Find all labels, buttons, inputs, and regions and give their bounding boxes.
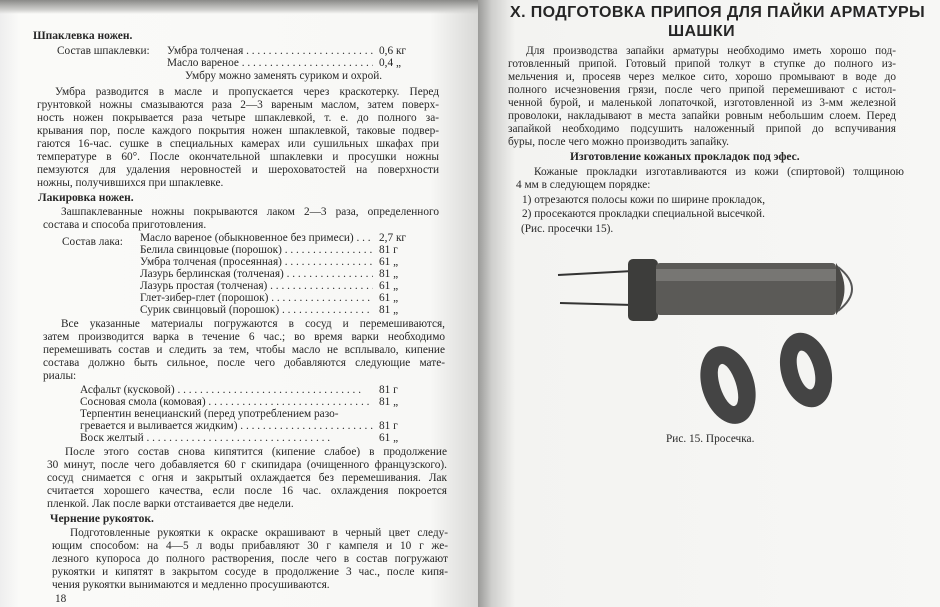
paragraph-line: состава должно быть сильное, после чего добавляются следующие мате- [43,357,445,369]
leather-washer-1 [691,339,765,430]
paragraph-line: запайкой необходимо подсушить наложенный припой до вспучивания [508,123,896,135]
paragraph-line: ность ножен покрывается раза четыре шпаклевкой, т. е. до полного за- [37,112,439,124]
ingredient-row [80,432,415,444]
ingredient-amount: 61 „ [379,280,399,292]
ingredient-row [167,57,415,69]
step-2: 2) просекаются прокладки специальной высечкой. [522,208,765,220]
paragraph-line: Все указанные материалы погружаются в сосуд и перемешиваются, [61,318,445,330]
ingredient-name: Масло вареное . . . [167,57,373,69]
ingredient-amount: 81 г [379,384,398,396]
paragraph-line: буры, после чего можно производить запайку. [508,136,729,148]
paragraph-line: ченной бурой, и маленькой лопаточкой, изготовленной из 3-мм железной [508,97,896,109]
ingredient-row [167,45,415,57]
ingredient-row [80,384,415,396]
paragraph-line: мельчения и, просеяв через мелкое сито, хорошо промывают в воде до [508,71,896,83]
paragraph-line: Зашпаклеванные ножны покрываются лаком 2—3 раза, определенного [61,206,439,218]
ingredient-row [140,268,415,280]
ingredient-name: Сосновая смола (комовая) . . . [80,396,373,408]
paragraph-line: 4 мм в следующем порядке: [516,179,651,191]
ingredient-amount: 0,6 кг [379,45,407,57]
ingredient-name: Воск желтый . . . [80,432,373,444]
paragraph-line: перемешивать состав и следить за тем, чтобы масло не всплывало, кипение [43,344,445,356]
ingredient-row [140,292,415,304]
right-page [478,0,940,607]
paragraph-line: Подготовленные рукоятки к окраске окрашивают в черный цвет следу- [70,527,448,539]
ingredient-amount: 81 „ [379,268,399,280]
paragraph-line: рукоятки и кипятят в закрытом сосуде в продолжение 3 час., после кипя- [52,566,448,578]
ingredient-amount: 81 „ [379,396,399,408]
ingredient-name: Умбра толченая (просеянная) . . . [140,256,373,268]
ingredient-name: Сурик свинцовый (порошок) . . . [140,304,373,316]
ingredient-name: Масло вареное (обыкновенное без примеси) . . . [140,232,373,244]
section-heading-putty: Шпаклевка ножен. [33,30,133,42]
punch-tool-figure [548,245,868,430]
ingredient-amount: 61 „ [379,432,399,444]
ingredient-amount: 81 „ [379,304,399,316]
figure-caption: Рис. 15. Просечка. [666,433,755,445]
ingredient-amount: 81 г [379,244,398,256]
ingredient-row [140,280,415,292]
punch-tool [558,259,852,321]
ingredient-amount [373,408,415,420]
paragraph-line: гаются 16-час. сушке в специальных камерах или сушильных шкафах при [37,138,439,150]
chapter-title-line2: ШАШКИ [668,23,735,40]
paragraph-line: готовленный припой. Готовый припой толкут в ступке до полного из- [508,58,896,70]
paragraph-line: Умбра разводится в масле и пропускается через краскотерку. Перед [55,86,439,98]
paragraph-line: температуре в 60°. После окончательной шпаклевки и просушки ножны [37,151,439,163]
paragraph-line: чения рукоятки вынимаются и медленно просушиваются. [52,579,330,591]
paragraph-line: 30 минут, после чего добавляется 60 г скипидара (очищенного французского). [47,459,447,471]
page-edge-shadow [0,0,478,14]
paragraph-line: риалы: [43,370,77,382]
paragraph-line: считается хорошего качества, если после 16 час. охлаждения покроется [47,485,447,497]
ingredient-name: Белила свинцовые (порошок) . . . [140,244,373,256]
ingredient-name: Лазурь берлинская (толченая) . . . [140,268,373,280]
paragraph-line: После этого состав снова кипятится (кипение слабое) в продолжение [65,446,447,458]
ingredient-row [140,304,415,316]
paragraph-line: грунтовкой ножны смазываются раза 2—3 вареным маслом, затем поверх- [37,99,439,111]
lacquer-label: Состав лака: [62,236,123,248]
ingredient-row [80,396,415,408]
ingredient-name: Асфальт (кусковой) . . . [80,384,373,396]
leather-washer-2 [772,327,840,413]
section-heading-blackening: Чернение рукояток. [50,513,154,525]
paragraph-line: крывания пор, после каждого покрытия ножен шпаклевкой, таковые подвер- [37,125,439,137]
ingredient-name: Глет-зибер-глет (порошок) . . . [140,292,373,304]
paragraph-line: ющим способом: на 4—5 л воды прибавляют 30 г кампеля и 10 г же- [52,540,448,552]
ingredient-row [80,408,415,420]
page-number: 18 [55,593,67,605]
paragraph-line: Кожаные прокладки изготавливаются из кожи (спиртовой) толщиною [534,166,904,178]
ingredient-name: Лазурь простая (толченая) . . . [140,280,373,292]
paragraph-line: состава и способа приготовления. [43,219,207,231]
putty-note: Умбру можно заменять суриком и охрой. [185,70,383,82]
ingredient-name: Терпентин венецианский (перед употреблением разо- [80,408,339,420]
ingredient-amount: 61 „ [379,292,399,304]
paragraph-line: ножны, получившихся при шпаклевке. [37,177,224,189]
ingredient-row [140,244,415,256]
ingredient-row [80,420,415,432]
step-1: 1) отрезаются полосы кожи по ширине прокладок, [522,194,766,206]
section-heading-leather: Изготовление кожаных прокладок под эфес. [570,151,800,163]
paragraph-line: затем производится варка в течение 6 час.; во время варки необходимо [43,331,445,343]
paragraph-line: пемзуются для удаления неровностей и шероховатостей на поверхности [37,164,439,176]
paragraph-line: пленкой. Лак после варки отстаивается две недели. [47,498,294,510]
paragraph-line: полного исчезновения грязи, после чего припой перемешивают с истол- [508,84,896,96]
ingredient-amount: 0,4 „ [379,57,401,69]
paragraph-line: проволоки, накладывают в места запайки ровным небольшим слоем. Перед [508,110,896,122]
paragraph-line: Для производства запайки арматуры необходимо иметь хорошо под- [526,45,896,57]
ingredient-amount: 2,7 кг [379,232,407,244]
ingredient-row [140,256,415,268]
ingredient-row [140,232,415,244]
paragraph-line: лезного купороса до полного растворения, после чего в состав погружают [52,553,448,565]
chapter-title: X. ПОДГОТОВКА ПРИПОЯ ДЛЯ ПАЙКИ АРМАТУРЫ [510,4,926,21]
ingredient-name: гревается и выливается жидким) . . . [80,420,373,432]
ingredient-amount: 61 „ [379,256,399,268]
paragraph-line: сосуд снимается с огня и закрытый охлаждается без перемешивания. Лак [47,472,447,484]
ingredient-name: Умбра толченая . . . [167,45,373,57]
putty-label: Состав шпаклевки: [57,45,150,57]
ingredient-amount: 81 г [379,420,398,432]
section-heading-lacquer: Лакировка ножен. [38,192,134,204]
figure-reference: (Рис. просечки 15). [521,223,614,235]
